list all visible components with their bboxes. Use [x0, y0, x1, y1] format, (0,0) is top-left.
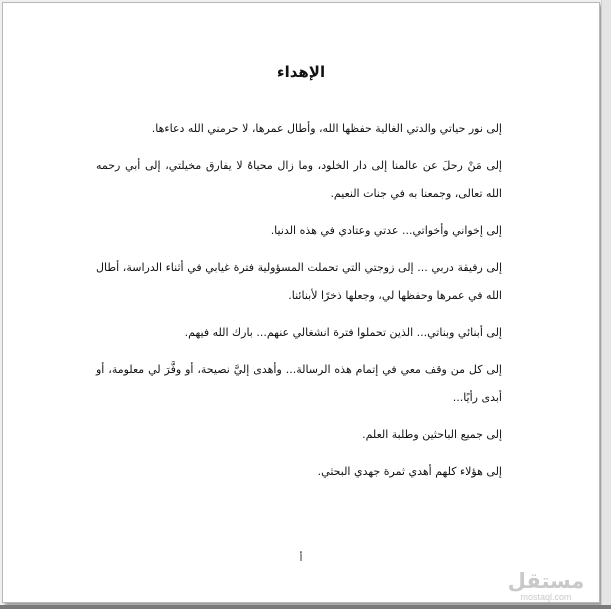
watermark-name: مستقل: [507, 569, 585, 593]
dedication-paragraph-supporters: إلى كل من وقف معي في إتمام هذه الرسالة... وأهدى إليَّ نصيحة، أو وفَّرَ لي معلومة، أو أبدى رأيًا...: [96, 363, 502, 404]
dedication-paragraph-siblings: إلى إخواني وأخواتي... عدتي وعتادي في هذه الدنيا.: [270, 224, 502, 237]
bottom-edge-bar: [0, 605, 611, 609]
watermark-domain: mostaql.com: [520, 592, 572, 602]
page-title: الإهداء: [276, 63, 326, 81]
dedication-paragraph-mother: إلى نور حياتي والدتي الغالية حفظها الله، وأطال عمرها، لا حرمني الله دعاءها.: [151, 122, 502, 135]
page-number: أ: [299, 553, 303, 564]
dedication-paragraph-closing: إلى هؤلاء كلهم أهدي ثمرة جهدي البحثي.: [317, 465, 502, 478]
dedication-paragraph-wife: إلى رفيقة دربي ... إلى زوجتي التي تحملت المسؤولية فترة غيابي في أثناء الدراسة، أطال الله في عمرها وحفظها لي، وجعلها ذخرًا لأبنائنا.: [96, 261, 502, 302]
dedication-paragraph-children: إلى أبنائي وبناتي... الذين تحملوا فترة انشغالي عنهم... بارك الله فيهم.: [184, 326, 502, 339]
dedication-paragraph-father: إلى مَنْ رحلَ عن عالمنا إلى دار الخلود، وما زال محياهُ لا يفارق مخيلتي، إلى أبي رحمه الله تعالى، وجمعنا به في جنات النعيم.: [96, 159, 502, 200]
document-page: [2, 2, 600, 603]
dedication-paragraph-researchers: إلى جميع الباحثين وطلبة العلم.: [362, 428, 502, 441]
vertical-scrollbar[interactable]: [601, 0, 611, 609]
dedication-text: [96, 115, 502, 495]
